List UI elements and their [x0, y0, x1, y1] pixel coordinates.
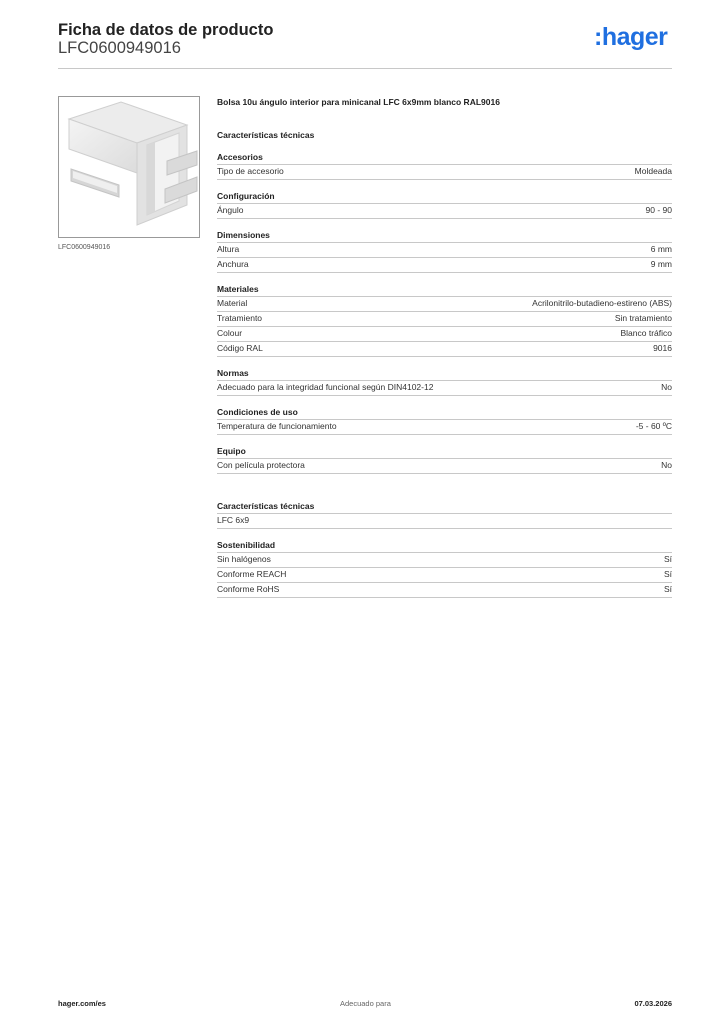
spec-group — [217, 283, 672, 357]
spec-value: Sí — [663, 584, 672, 594]
spec-row — [217, 553, 672, 568]
spec-label: Temperatura de funcionamiento — [217, 421, 337, 431]
product-image — [58, 96, 200, 238]
spec-groups-secondary — [217, 500, 672, 598]
spec-label: Colour — [217, 328, 243, 338]
spec-group-title: Normas — [217, 367, 672, 381]
spec-row — [217, 514, 672, 529]
spec-row — [217, 459, 672, 474]
spec-value: 9016 — [653, 343, 672, 353]
spec-row — [217, 204, 672, 219]
spec-group-title: Materiales — [217, 283, 672, 297]
spec-value: No — [661, 460, 672, 470]
spec-label: LFC 6x9 — [217, 515, 250, 525]
spec-value: Sin tratamiento — [614, 313, 672, 323]
spec-row — [217, 583, 672, 598]
spec-group — [217, 151, 672, 180]
spec-group — [217, 229, 672, 273]
spec-value: Sí — [663, 554, 672, 564]
spec-group — [217, 367, 672, 396]
spec-label: Material — [217, 298, 248, 308]
spec-group — [217, 406, 672, 435]
spec-label: Código RAL — [217, 343, 263, 353]
footer-suitable-for: Adecuado para — [340, 999, 391, 1008]
spec-value: 9 mm — [650, 259, 672, 269]
spec-content — [217, 95, 672, 598]
header-divider — [58, 68, 672, 69]
spec-group — [217, 445, 672, 474]
spec-group-title: Equipo — [217, 445, 672, 459]
logo-text: hager — [601, 23, 668, 51]
spacer — [217, 474, 672, 490]
spec-label: Adecuado para la integridad funcional según DIN4102-12 — [217, 382, 434, 392]
spec-row — [217, 568, 672, 583]
spec-row — [217, 381, 672, 396]
spec-row — [217, 420, 672, 435]
product-photo-icon — [59, 97, 199, 237]
spec-row — [217, 312, 672, 327]
hager-logo: :hager — [594, 23, 668, 51]
spec-group-title: Sostenibilidad — [217, 539, 672, 553]
spec-value: 90 - 90 — [645, 205, 672, 215]
spec-value: Acrilonitrilo-butadieno-estireno (ABS) — [532, 298, 672, 308]
spec-label: Anchura — [217, 259, 249, 269]
spec-label: Conforme REACH — [217, 569, 287, 579]
spec-group-title: Condiciones de uso — [217, 406, 672, 420]
spec-label: Ángulo — [217, 205, 244, 215]
spec-value: Moldeada — [634, 166, 672, 176]
spec-row — [217, 297, 672, 312]
spec-value: 6 mm — [650, 244, 672, 254]
spec-value: -5 - 60 ºC — [635, 421, 672, 431]
spec-group-title: Accesorios — [217, 151, 672, 165]
product-code: LFC0600949016 — [58, 39, 181, 57]
spec-value: Blanco tráfico — [620, 328, 672, 338]
spec-group — [217, 190, 672, 219]
footer-website: hager.com/es — [58, 999, 106, 1008]
tech-characteristics-header: Características técnicas — [217, 130, 315, 140]
spec-group-title: Dimensiones — [217, 229, 672, 243]
page-title: Ficha de datos de producto — [58, 21, 274, 39]
image-caption: LFC0600949016 — [58, 244, 111, 251]
spec-label: Altura — [217, 244, 240, 254]
spec-value: No — [661, 382, 672, 392]
spec-label: Tipo de accesorio — [217, 166, 284, 176]
spec-row — [217, 258, 672, 273]
spec-label: Con película protectora — [217, 460, 305, 470]
spec-group — [217, 539, 672, 598]
spec-row — [217, 165, 672, 180]
spec-group — [217, 500, 672, 529]
spec-row — [217, 327, 672, 342]
spec-group-title: Configuración — [217, 190, 672, 204]
spec-label: Sin halógenos — [217, 554, 271, 564]
spec-value: Sí — [663, 569, 672, 579]
spec-row — [217, 342, 672, 357]
spec-groups — [217, 151, 672, 474]
footer-date: 07.03.2026 — [634, 999, 672, 1008]
spec-group-title: Características técnicas — [217, 500, 672, 514]
product-title: Bolsa 10u ángulo interior para minicanal LFC 6x9mm blanco RAL9016 — [217, 97, 500, 107]
spec-label: Tratamiento — [217, 313, 263, 323]
spec-row — [217, 243, 672, 258]
spec-label: Conforme RoHS — [217, 584, 280, 594]
